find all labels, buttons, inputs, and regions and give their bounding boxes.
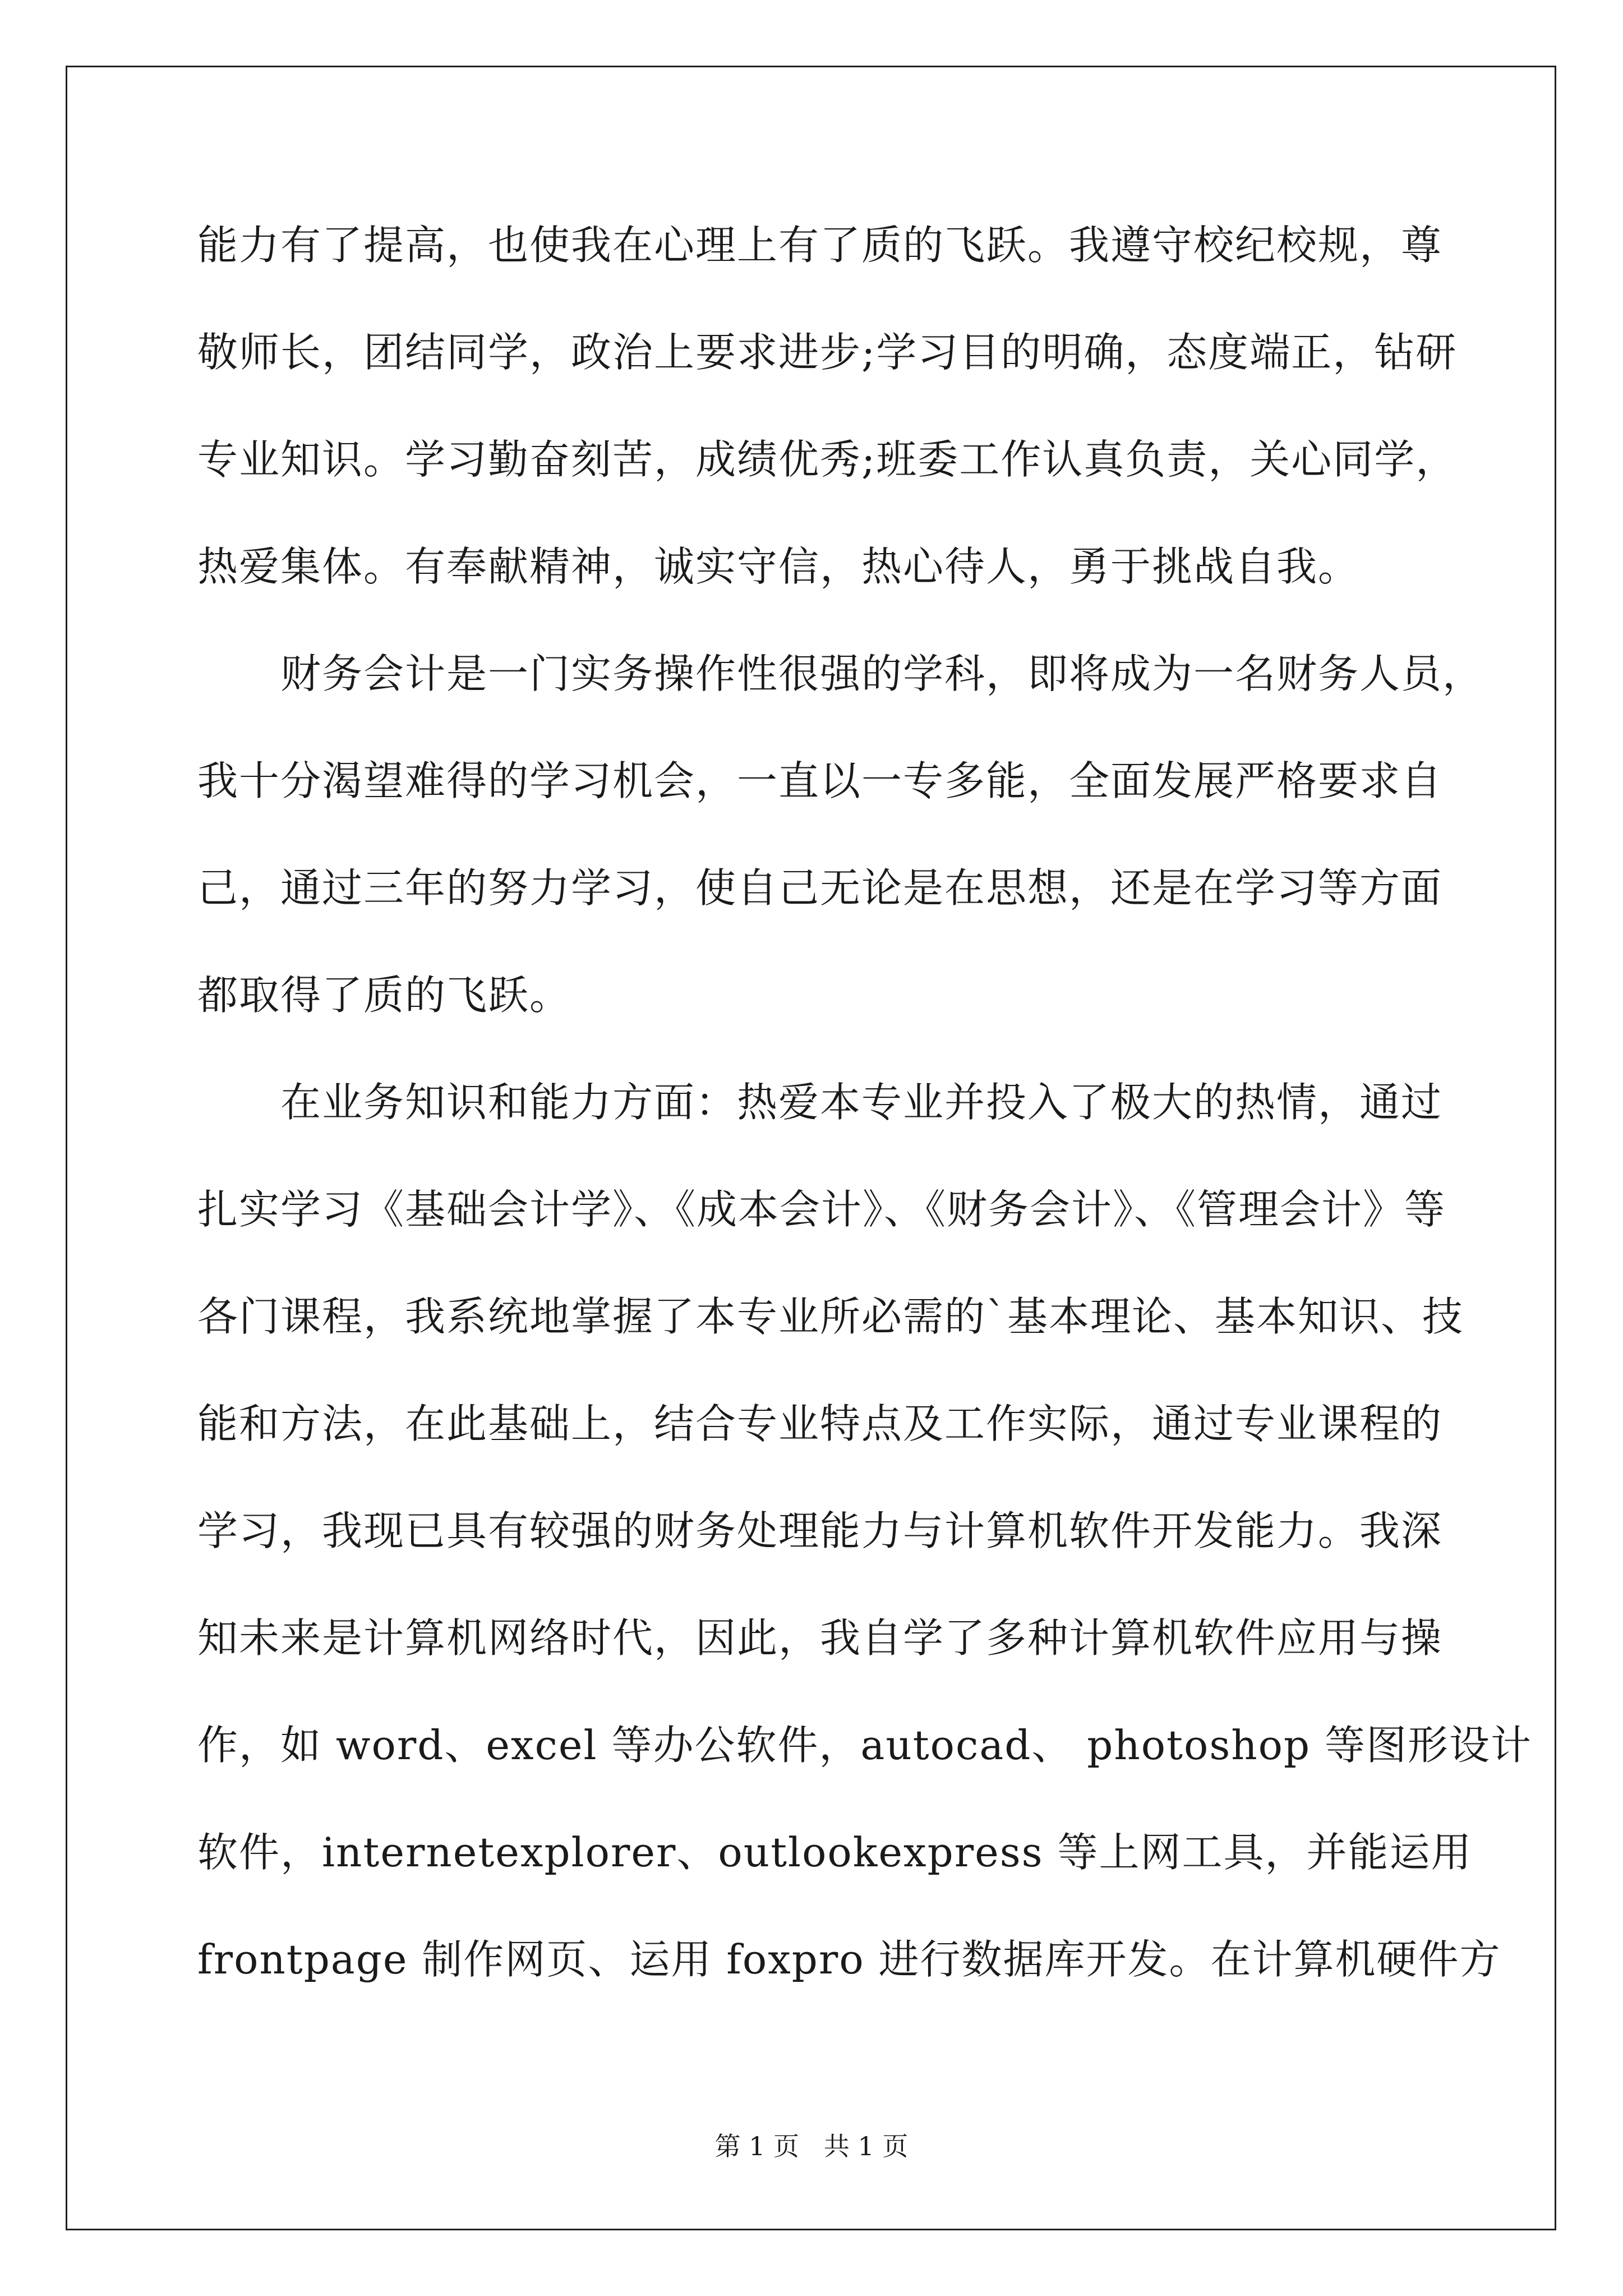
text-line: 敬师长，团结同学，政治上要求进步;学习目的明确，态度端正，钻研 xyxy=(197,329,1458,376)
text-line: 作，如 word、excel 等办公软件，autocad、 photoshop 等图形设计 xyxy=(197,1722,1532,1769)
text-line: 我十分渴望难得的学习机会，一直以一专多能，全面发展严格要求自 xyxy=(197,757,1443,804)
text-line: 扎实学习《基础会计学》、《成本会计》、《财务会计》、《管理会计》等 xyxy=(197,1186,1446,1233)
text-line: frontpage 制作网页、运用 foxpro 进行数据库开发。在计算机硬件方 xyxy=(197,1936,1501,1983)
text-line: 热爱集体。有奉献精神，诚实守信，热心待人，勇于挑战自我。 xyxy=(197,543,1360,590)
document-body xyxy=(197,209,1532,2030)
text-line: 己，通过三年的努力学习，使自己无论是在思想，还是在学习等方面 xyxy=(197,864,1443,912)
text-line: 学习，我现已具有较强的财务处理能力与计算机软件开发能力。我深 xyxy=(197,1507,1443,1554)
text-line: 软件，internetexplorer、outlookexpress 等上网工具，并能运用 xyxy=(197,1829,1473,1876)
text-line: 能力有了提高，也使我在心理上有了质的飞跃。我遵守校纪校规，尊 xyxy=(197,222,1443,269)
paragraph-first-line: 在业务知识和能力方面：热爱本专业并投入了极大的热情，通过 xyxy=(280,1079,1443,1126)
text-line: 各门课程，我系统地掌握了本专业所必需的`基本理论、基本知识、技 xyxy=(197,1293,1464,1340)
text-line: 能和方法，在此基础上，结合专业特点及工作实际，通过专业课程的 xyxy=(197,1400,1443,1447)
text-line: 知未来是计算机网络时代，因此，我自学了多种计算机软件应用与操 xyxy=(197,1614,1443,1662)
text-line: 都取得了质的飞跃。 xyxy=(197,972,571,1019)
paragraph-first-line: 财务会计是一门实务操作性很强的学科，即将成为一名财务人员， xyxy=(280,650,1484,697)
page-number-footer: 第 1 页 共 1 页 xyxy=(714,2131,909,2161)
text-line: 专业知识。学习勤奋刻苦，成绩优秀;班委工作认真负责，关心同学， xyxy=(197,436,1458,483)
